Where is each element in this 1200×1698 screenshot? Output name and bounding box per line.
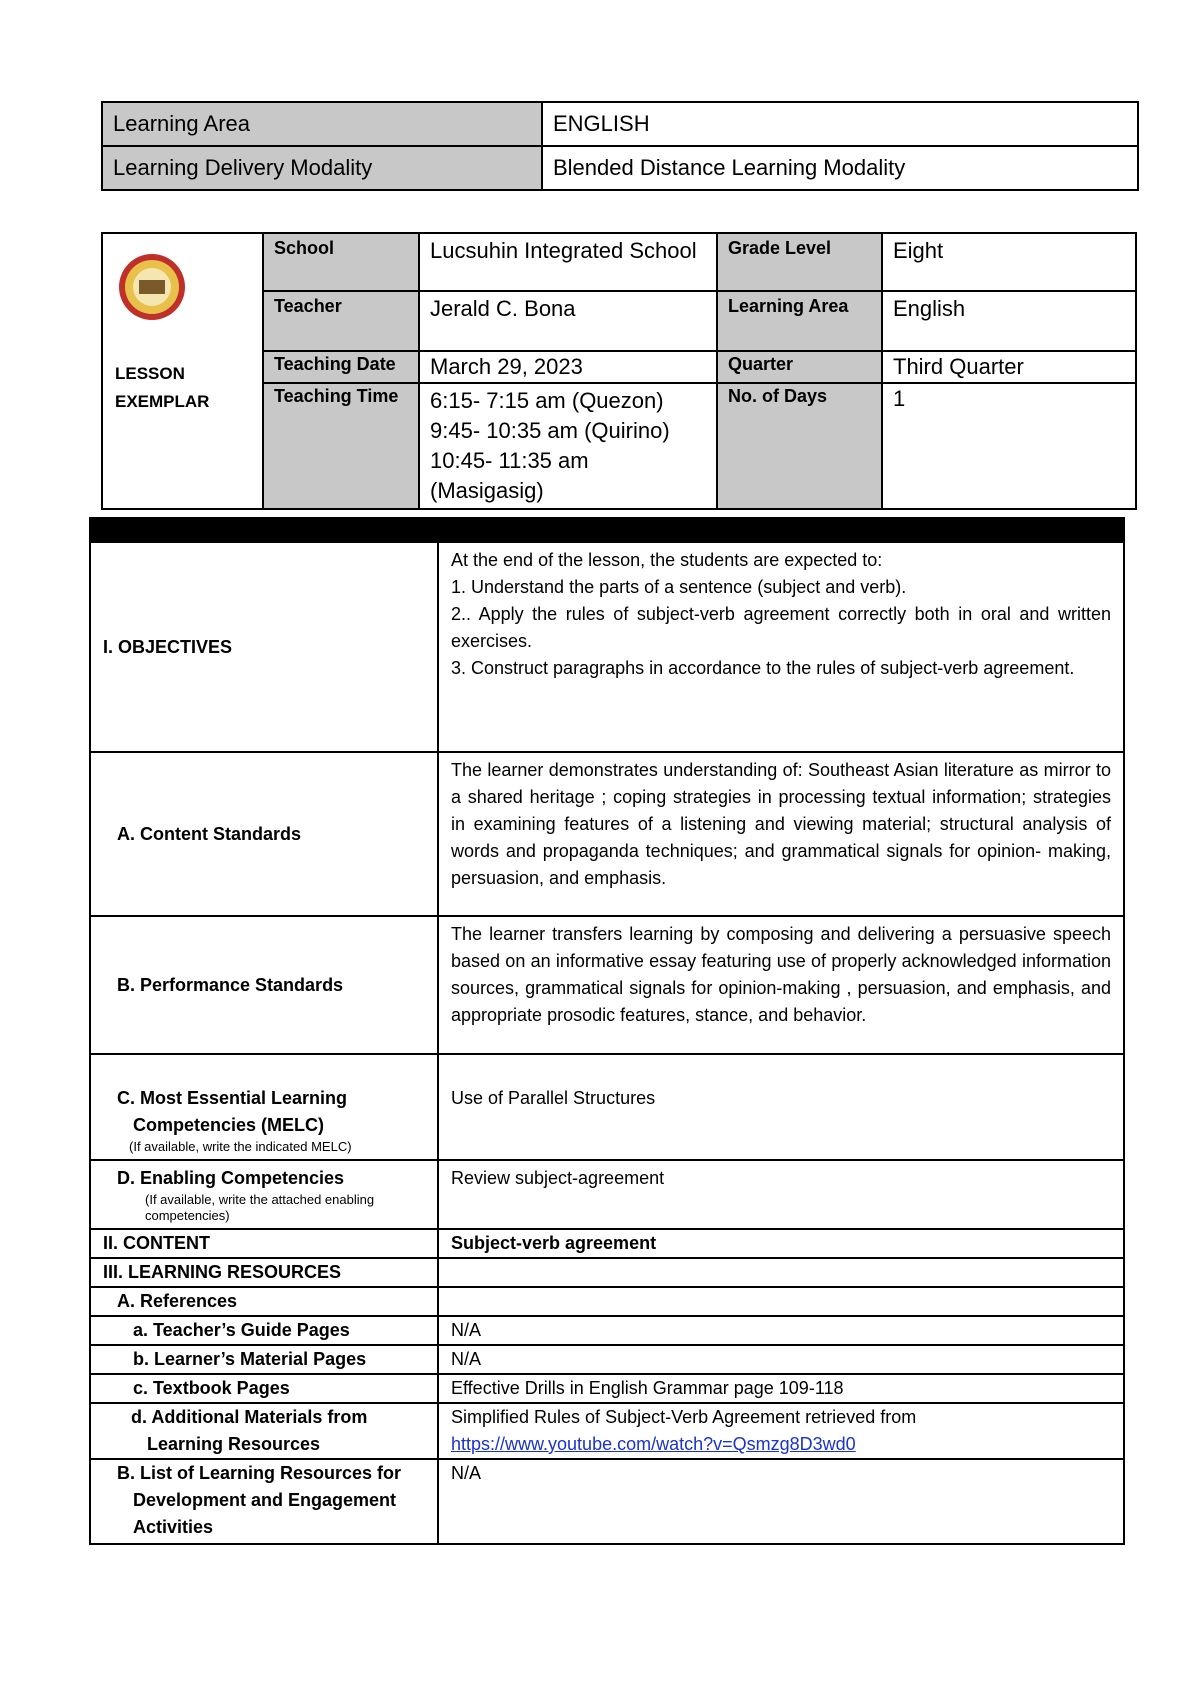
- performance-standards-value: The learner transfers learning by composing and delivering a persuasive speech based on an informative essay featuring use of properly acknowledged information sources, grammatical signals for opinion-making , persuasion, and emphasis, and appropriate prosodic features, stance, and behavior.: [438, 916, 1124, 1054]
- table-row: [90, 752, 1124, 916]
- table-row: [102, 233, 1136, 291]
- table-row: [90, 1054, 1124, 1160]
- table-row: [90, 916, 1124, 1054]
- table-row: [90, 542, 1124, 752]
- table-row: [90, 1403, 1124, 1459]
- teaching-time-label: Teaching Time: [263, 383, 419, 509]
- lesson-plan-table: [89, 517, 1125, 1545]
- learning-area-value: ENGLISH: [542, 102, 1138, 146]
- school-seal-icon: [119, 254, 185, 320]
- additional-materials-value: [438, 1403, 1124, 1459]
- school-value: Lucsuhin Integrated School: [419, 233, 717, 291]
- logo-cell: [102, 233, 263, 509]
- learning-area-label: Learning Area: [717, 291, 882, 351]
- textbook-pages-label: c. Textbook Pages: [90, 1374, 438, 1403]
- objective-item: 2.. Apply the rules of subject-verb agreement correctly both in oral and written exercises.: [451, 604, 1111, 651]
- days-value: 1: [882, 383, 1136, 509]
- days-label: No. of Days: [717, 383, 882, 509]
- objective-item: 1. Understand the parts of a sentence (subject and verb).: [451, 577, 907, 597]
- table-row: [90, 1229, 1124, 1258]
- learning-area-value: English: [882, 291, 1136, 351]
- learning-area-label: Learning Area: [102, 102, 542, 146]
- table-row: [102, 102, 1138, 146]
- references-label: A. References: [90, 1287, 438, 1316]
- table-row: [90, 1287, 1124, 1316]
- lesson-header-table: [101, 232, 1137, 510]
- teaching-time-value: [419, 383, 717, 509]
- table-row: [90, 1345, 1124, 1374]
- learning-resources-value: [438, 1258, 1124, 1287]
- teachers-guide-value: N/A: [438, 1316, 1124, 1345]
- time-line: 9:45- 10:35 am (Quirino): [430, 418, 670, 443]
- enabling-label: D. Enabling Competencies (If available, write the attached enabling competencies): [90, 1160, 438, 1229]
- learners-material-value: N/A: [438, 1345, 1124, 1374]
- content-standards-label: A. Content Standards: [90, 752, 438, 916]
- references-value: [438, 1287, 1124, 1316]
- additional-materials-text: Simplified Rules of Subject-Verb Agreement retrieved from: [451, 1407, 917, 1427]
- melc-value: Use of Parallel Structures: [438, 1054, 1124, 1160]
- objectives-intro: At the end of the lesson, the students are expected to:: [451, 550, 883, 570]
- learning-resources-label: III. LEARNING RESOURCES: [90, 1258, 438, 1287]
- performance-standards-label: B. Performance Standards: [90, 916, 438, 1054]
- melc-note: (If available, write the indicated MELC): [129, 1139, 352, 1154]
- objective-item: 3. Construct paragraphs in accordance to the rules of subject-verb agreement.: [451, 658, 1075, 678]
- teaching-date-label: Teaching Date: [263, 351, 419, 383]
- content-label: II. CONTENT: [90, 1229, 438, 1258]
- teacher-label: Teacher: [263, 291, 419, 351]
- textbook-pages-value: Effective Drills in English Grammar page 109-118: [438, 1374, 1124, 1403]
- time-line: 6:15- 7:15 am (Quezon): [430, 388, 664, 413]
- learning-area-table: [101, 101, 1139, 191]
- content-standards-value: The learner demonstrates understanding of: Southeast Asian literature as mirror to a shared heritage ; coping strategies in processing textual information; strategies in examining features of a listening and viewing material; structural analysis of words and propaganda techniques; and grammatical signals for opinion- making, persuasion, and emphasis.: [438, 752, 1124, 916]
- content-value: Subject-verb agreement: [438, 1229, 1124, 1258]
- teachers-guide-label: a. Teacher’s Guide Pages: [90, 1316, 438, 1345]
- quarter-label: Quarter: [717, 351, 882, 383]
- lesson-exemplar-title: LESSON EXEMPLAR: [115, 364, 210, 411]
- teaching-date-value: March 29, 2023: [419, 351, 717, 383]
- header-bar: [90, 518, 1124, 542]
- objectives-label: I. OBJECTIVES: [90, 542, 438, 752]
- table-row: [90, 1316, 1124, 1345]
- youtube-link[interactable]: https://www.youtube.com/watch?v=Qsmzg8D3wd0: [451, 1434, 856, 1454]
- enabling-value: Review subject-agreement: [438, 1160, 1124, 1229]
- melc-label: C. Most Essential Learning Competencies (MELC) (If available, write the indicated MELC): [90, 1054, 438, 1160]
- modality-label: Learning Delivery Modality: [102, 146, 542, 190]
- table-row: [90, 1258, 1124, 1287]
- time-line: 10:45- 11:35 am (Masigasig): [430, 448, 589, 503]
- table-row: [102, 146, 1138, 190]
- learners-material-label: b. Learner’s Material Pages: [90, 1345, 438, 1374]
- modality-value: Blended Distance Learning Modality: [542, 146, 1138, 190]
- teacher-value: Jerald C. Bona: [419, 291, 717, 351]
- enabling-note: (If available, write the attached enabling competencies): [145, 1192, 375, 1223]
- table-row: [90, 1160, 1124, 1229]
- table-row: [90, 1459, 1124, 1544]
- grade-level-label: Grade Level: [717, 233, 882, 291]
- grade-level-value: Eight: [882, 233, 1136, 291]
- quarter-value: Third Quarter: [882, 351, 1136, 383]
- additional-materials-label: d. Additional Materials from Learning Resources: [90, 1403, 438, 1459]
- objectives-value: [438, 542, 1124, 752]
- table-row: [90, 1374, 1124, 1403]
- learning-resources-list-value: N/A: [438, 1459, 1124, 1544]
- learning-resources-list-label: B. List of Learning Resources for Development and Engagement Activities: [90, 1459, 438, 1544]
- school-label: School: [263, 233, 419, 291]
